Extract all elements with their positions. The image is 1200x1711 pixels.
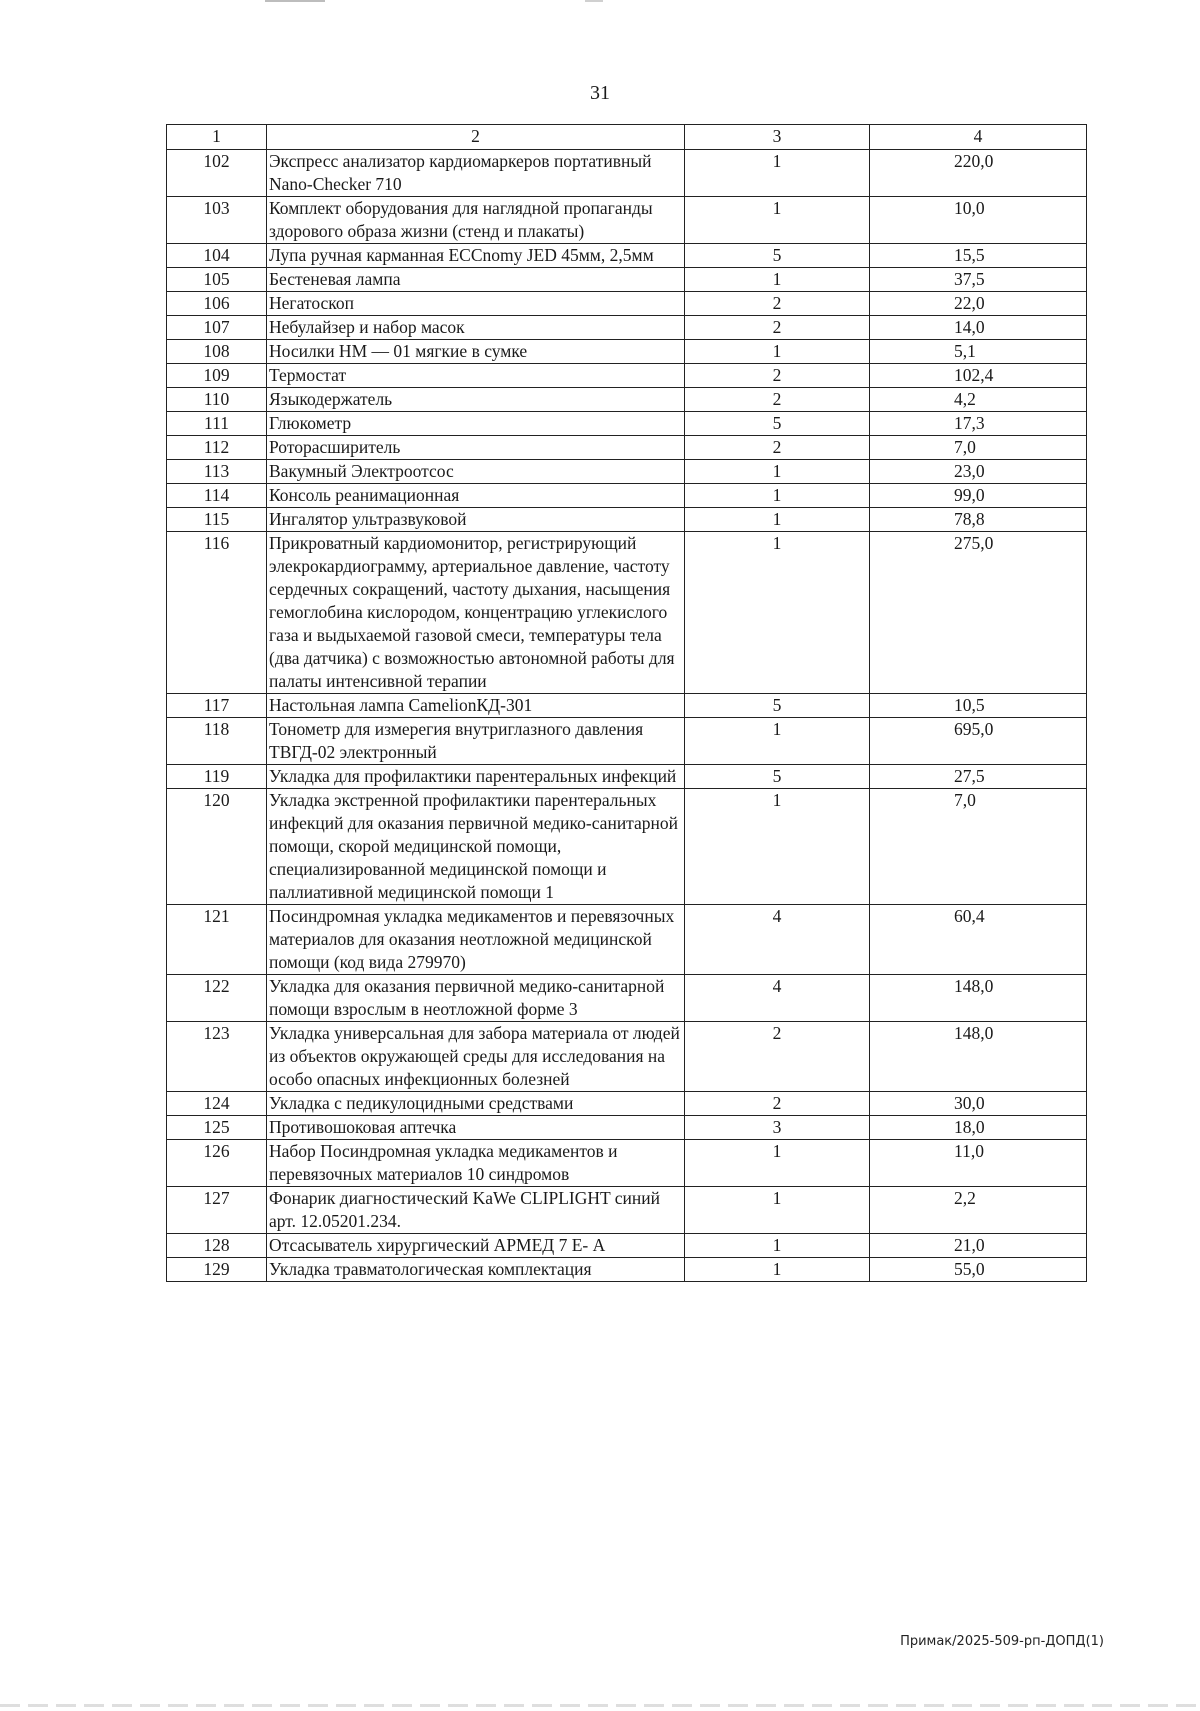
quantity-cell: 5: [685, 244, 870, 268]
cost-cell: 23,0: [870, 460, 1087, 484]
cost-cell: 14,0: [870, 316, 1087, 340]
cost-cell: 102,4: [870, 364, 1087, 388]
quantity-cell: 2: [685, 436, 870, 460]
row-number-cell: 118: [167, 718, 267, 765]
cost-cell: 15,5: [870, 244, 1087, 268]
table-row: [167, 532, 1087, 694]
item-name-cell: Ингалятор ультразвуковой: [267, 508, 685, 532]
table-row: [167, 905, 1087, 975]
quantity-cell: 2: [685, 292, 870, 316]
cost-cell: 5,1: [870, 340, 1087, 364]
row-number-cell: 125: [167, 1116, 267, 1140]
item-name-cell: Глюкометр: [267, 412, 685, 436]
item-name-cell: Укладка травматологическая комплектация: [267, 1258, 685, 1282]
cost-cell: 7,0: [870, 789, 1087, 905]
item-name-cell: Укладка экстренной профилактики парентеральных инфекций для оказания первичной медико-санитарной помощи, скорой медицинской помощи, специализированной медицинской помощи и паллиативной медицинской помощи 1: [267, 789, 685, 905]
table-row: [167, 1187, 1087, 1234]
row-number-cell: 117: [167, 694, 267, 718]
row-number-cell: 120: [167, 789, 267, 905]
quantity-cell: 2: [685, 1022, 870, 1092]
scan-artifact-bottom: [0, 1704, 1200, 1707]
table-row: [167, 150, 1087, 197]
row-number-cell: 119: [167, 765, 267, 789]
quantity-cell: 1: [685, 484, 870, 508]
quantity-cell: 1: [685, 1258, 870, 1282]
table-row: [167, 1140, 1087, 1187]
item-name-cell: Тонометр для измерегия внутриглазного давления ТВГД-02 электронный: [267, 718, 685, 765]
row-number-cell: 124: [167, 1092, 267, 1116]
table-row: [167, 364, 1087, 388]
cost-cell: 148,0: [870, 975, 1087, 1022]
cost-cell: 10,0: [870, 197, 1087, 244]
table-body: [167, 125, 1087, 1282]
quantity-cell: 2: [685, 364, 870, 388]
cost-cell: 275,0: [870, 532, 1087, 694]
row-number-cell: 104: [167, 244, 267, 268]
scan-artifact-top: [265, 0, 325, 2]
item-name-cell: Отсасыватель хирургический АРМЕД 7 Е- А: [267, 1234, 685, 1258]
row-number-cell: 102: [167, 150, 267, 197]
table-row: [167, 765, 1087, 789]
table-row: [167, 340, 1087, 364]
row-number-cell: 108: [167, 340, 267, 364]
quantity-cell: 5: [685, 694, 870, 718]
table-row: [167, 292, 1087, 316]
quantity-cell: 3: [685, 1116, 870, 1140]
row-number-cell: 106: [167, 292, 267, 316]
row-number-cell: 113: [167, 460, 267, 484]
cost-cell: 27,5: [870, 765, 1087, 789]
table-row: [167, 789, 1087, 905]
quantity-cell: 1: [685, 789, 870, 905]
table-row: [167, 244, 1087, 268]
quantity-cell: 1: [685, 508, 870, 532]
quantity-cell: 1: [685, 460, 870, 484]
item-name-cell: Противошоковая аптечка: [267, 1116, 685, 1140]
header-row: [167, 125, 1087, 150]
table-row: [167, 1116, 1087, 1140]
equipment-table: [166, 124, 1087, 1282]
item-name-cell: Экспресс анализатор кардиомаркеров портативный Nano-Checker 710: [267, 150, 685, 197]
row-number-cell: 107: [167, 316, 267, 340]
table-row: [167, 718, 1087, 765]
cost-cell: 18,0: [870, 1116, 1087, 1140]
item-name-cell: Укладка для оказания первичной медико-санитарной помощи взрослым в неотложной форме 3: [267, 975, 685, 1022]
quantity-cell: 1: [685, 1140, 870, 1187]
item-name-cell: Фонарик диагностический KaWe CLIPLIGHT синий арт. 12.05201.234.: [267, 1187, 685, 1234]
cost-cell: 695,0: [870, 718, 1087, 765]
cost-cell: 4,2: [870, 388, 1087, 412]
cost-cell: 37,5: [870, 268, 1087, 292]
table-row: [167, 484, 1087, 508]
cost-cell: 17,3: [870, 412, 1087, 436]
column-header: 2: [267, 125, 685, 150]
quantity-cell: 1: [685, 718, 870, 765]
row-number-cell: 112: [167, 436, 267, 460]
quantity-cell: 5: [685, 765, 870, 789]
table-row: [167, 436, 1087, 460]
table-row: [167, 1022, 1087, 1092]
quantity-cell: 1: [685, 1234, 870, 1258]
quantity-cell: 4: [685, 905, 870, 975]
item-name-cell: Настольная лампа CamelionКД-301: [267, 694, 685, 718]
cost-cell: 220,0: [870, 150, 1087, 197]
row-number-cell: 103: [167, 197, 267, 244]
item-name-cell: Негатоскоп: [267, 292, 685, 316]
item-name-cell: Роторасширитель: [267, 436, 685, 460]
table-row: [167, 1234, 1087, 1258]
quantity-cell: 1: [685, 150, 870, 197]
row-number-cell: 116: [167, 532, 267, 694]
quantity-cell: 2: [685, 1092, 870, 1116]
table-row: [167, 1092, 1087, 1116]
row-number-cell: 126: [167, 1140, 267, 1187]
quantity-cell: 1: [685, 340, 870, 364]
table-row: [167, 694, 1087, 718]
item-name-cell: Укладка с педикулоцидными средствами: [267, 1092, 685, 1116]
row-number-cell: 105: [167, 268, 267, 292]
quantity-cell: 1: [685, 268, 870, 292]
item-name-cell: Консоль реанимационная: [267, 484, 685, 508]
item-name-cell: Прикроватный кардиомонитор, регистрирующий элекрокардиограмму, артериальное давление, частоту сердечных сокращений, частоту дыхания, насыщения гемоглобина кислородом, концентрацию углекислого газа и выдыхаемой газовой смеси, температуры тела (два датчика) с возможностью автономной работы для палаты интенсивной терапии: [267, 532, 685, 694]
row-number-cell: 122: [167, 975, 267, 1022]
quantity-cell: 1: [685, 197, 870, 244]
scan-artifact-top-small: [585, 0, 603, 2]
item-name-cell: Укладка универсальная для забора материала от людей из объектов окружающей среды для исследования на особо опасных инфекционных болезней: [267, 1022, 685, 1092]
column-header: 4: [870, 125, 1087, 150]
quantity-cell: 5: [685, 412, 870, 436]
cost-cell: 99,0: [870, 484, 1087, 508]
table-row: [167, 508, 1087, 532]
row-number-cell: 121: [167, 905, 267, 975]
row-number-cell: 115: [167, 508, 267, 532]
cost-cell: 10,5: [870, 694, 1087, 718]
quantity-cell: 2: [685, 388, 870, 412]
row-number-cell: 111: [167, 412, 267, 436]
cost-cell: 55,0: [870, 1258, 1087, 1282]
table-row: [167, 388, 1087, 412]
item-name-cell: Бестеневая лампа: [267, 268, 685, 292]
item-name-cell: Небулайзер и набор масок: [267, 316, 685, 340]
quantity-cell: 2: [685, 316, 870, 340]
cost-cell: 22,0: [870, 292, 1087, 316]
row-number-cell: 128: [167, 1234, 267, 1258]
cost-cell: 2,2: [870, 1187, 1087, 1234]
cost-cell: 11,0: [870, 1140, 1087, 1187]
table-row: [167, 412, 1087, 436]
item-name-cell: Вакумный Электроотсос: [267, 460, 685, 484]
quantity-cell: 1: [685, 532, 870, 694]
table-row: [167, 1258, 1087, 1282]
cost-cell: 148,0: [870, 1022, 1087, 1092]
item-name-cell: Лупа ручная карманная ECCnomy JED 45мм, 2,5мм: [267, 244, 685, 268]
row-number-cell: 109: [167, 364, 267, 388]
cost-cell: 7,0: [870, 436, 1087, 460]
document-reference: Примак/2025-509-рп-ДОПД(1): [900, 1634, 1104, 1649]
cost-cell: 60,4: [870, 905, 1087, 975]
row-number-cell: 110: [167, 388, 267, 412]
item-name-cell: Укладка для профилактики парентеральных инфекций: [267, 765, 685, 789]
item-name-cell: Комплект оборудования для наглядной пропаганды здорового образа жизни (стенд и плакаты): [267, 197, 685, 244]
row-number-cell: 114: [167, 484, 267, 508]
table-row: [167, 975, 1087, 1022]
cost-cell: 30,0: [870, 1092, 1087, 1116]
row-number-cell: 123: [167, 1022, 267, 1092]
item-name-cell: Посиндромная укладка медикаментов и перевязочных материалов для оказания неотложной медицинской помощи (код вида 279970): [267, 905, 685, 975]
page-number: 31: [590, 82, 610, 104]
table-row: [167, 197, 1087, 244]
table-row: [167, 460, 1087, 484]
row-number-cell: 129: [167, 1258, 267, 1282]
cost-cell: 21,0: [870, 1234, 1087, 1258]
item-name-cell: Термостат: [267, 364, 685, 388]
table-row: [167, 316, 1087, 340]
row-number-cell: 127: [167, 1187, 267, 1234]
column-header: 1: [167, 125, 267, 150]
item-name-cell: Языкодержатель: [267, 388, 685, 412]
item-name-cell: Носилки НМ — 01 мягкие в сумке: [267, 340, 685, 364]
table-row: [167, 268, 1087, 292]
column-header: 3: [685, 125, 870, 150]
quantity-cell: 1: [685, 1187, 870, 1234]
quantity-cell: 4: [685, 975, 870, 1022]
cost-cell: 78,8: [870, 508, 1087, 532]
item-name-cell: Набор Посиндромная укладка медикаментов и перевязочных материалов 10 синдромов: [267, 1140, 685, 1187]
